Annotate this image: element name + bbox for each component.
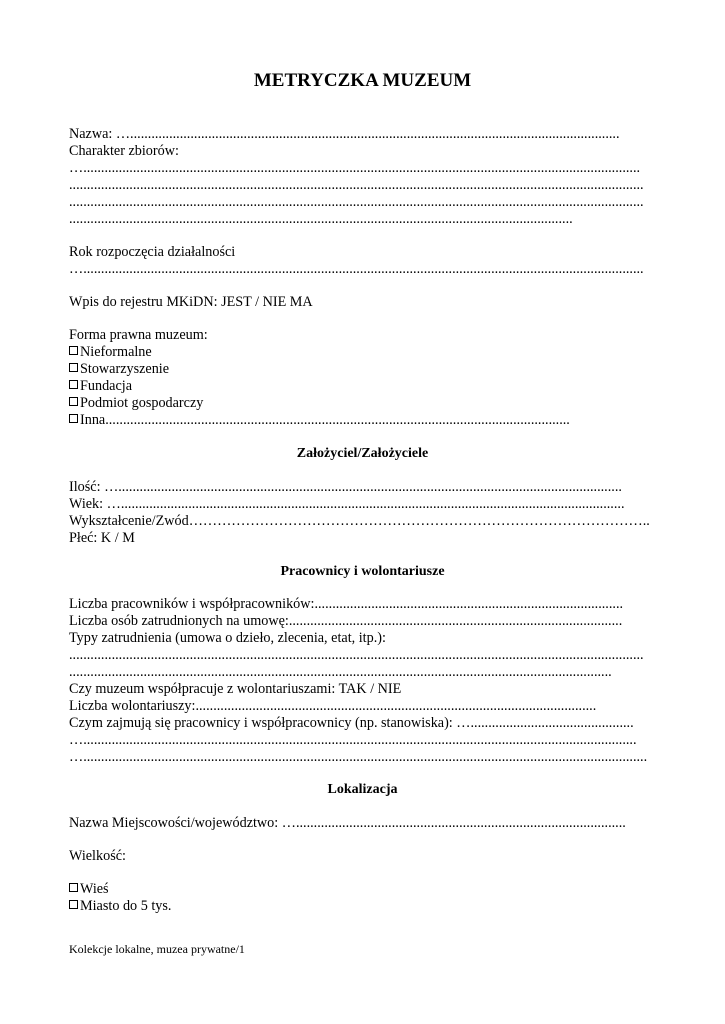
charakter-line-1: …............................................................................................................................................................. [69, 160, 641, 176]
section-heading-zalozyciel: Założyciel/Założyciele [296, 446, 429, 461]
liczba-umowe-field: Liczba osób zatrudnionych na umowę:.............................................................................................. [69, 613, 623, 629]
czym-field: Czym zajmują się pracownicy i współpracownicy (np. stanowiska): ….............................................. [69, 715, 634, 731]
czym-line-2: …............................................................................................................................................................... [69, 749, 648, 765]
forma-label: Forma prawna muzeum: [69, 327, 208, 343]
forma-option-podmiot: Podmiot gospodarczy [69, 395, 659, 412]
wpis-field: Wpis do rejestru MKiDN: JEST / NIE MA [69, 294, 313, 310]
forma-option-nieformalne: Nieformalne [69, 344, 659, 361]
wielkosc-label: Wielkość: [69, 848, 126, 864]
checkbox-icon [69, 363, 78, 372]
page-title: METRYCZKA MUZEUM [253, 70, 472, 91]
checkbox-icon [69, 900, 78, 909]
page-footer: Kolekcje lokalne, muzea prywatne/1 [69, 942, 245, 956]
wielkosc-option-wies: Wieś [69, 881, 659, 898]
plec-field: Płeć: K / M [69, 530, 135, 546]
liczba-wolontariuszy-field: Liczba wolontariuszy:................................................................................................................. [69, 698, 597, 714]
charakter-line-2: .................................................................................................................................................................. [69, 177, 644, 193]
typy-line-1: .................................................................................................................................................................. [69, 647, 644, 663]
ilosc-field: Ilość: ….............................................................................................................................................. [69, 479, 622, 495]
forma-option-fundacja: Fundacja [69, 378, 659, 395]
wspolpraca-field: Czy muzeum współpracuje z wolontariuszami: TAK / NIE [69, 681, 402, 697]
wielkosc-option-miasto: Miasto do 5 tys. [69, 898, 659, 915]
checkbox-icon [69, 414, 78, 423]
liczba-pracownikow-field: Liczba pracowników i współpracowników:....................................................................................... [69, 596, 624, 612]
forma-option-stowarzyszenie: Stowarzyszenie [69, 361, 659, 378]
wyksztalcenie-field: Wykształcenie/Zwód…………………………………………………………………………………….. [69, 513, 650, 529]
miejscowosc-field: Nazwa Miejscowości/województwo: …............................................................................................. [69, 815, 626, 831]
checkbox-icon [69, 883, 78, 892]
charakter-line-3: .................................................................................................................................................................. [69, 194, 644, 210]
section-heading-lokalizacja: Lokalizacja [327, 782, 398, 797]
nazwa-field: Nazwa: ….......................................................................................................................................... [69, 126, 620, 142]
checkbox-icon [69, 397, 78, 406]
rok-line: ….............................................................................................................................................................. [69, 261, 644, 277]
typy-line-2: ......................................................................................................................................................... [69, 664, 612, 680]
forma-option-inna: Inna................................................................................................................................... [69, 412, 659, 429]
checkbox-icon [69, 346, 78, 355]
wiek-field: Wiek: ….............................................................................................................................................. [69, 496, 625, 512]
rok-label: Rok rozpoczęcia działalności [69, 244, 236, 260]
charakter-label: Charakter zbiorów: [69, 143, 179, 159]
charakter-line-4: .............................................................................................................................................. [69, 211, 573, 227]
czym-line-1: …............................................................................................................................................................ [69, 732, 637, 748]
section-heading-pracownicy: Pracownicy i wolontariusze [280, 564, 445, 579]
typy-label: Typy zatrudnienia (umowa o dzieło, zlecenia, etat, itp.): [69, 630, 386, 646]
checkbox-icon [69, 380, 78, 389]
